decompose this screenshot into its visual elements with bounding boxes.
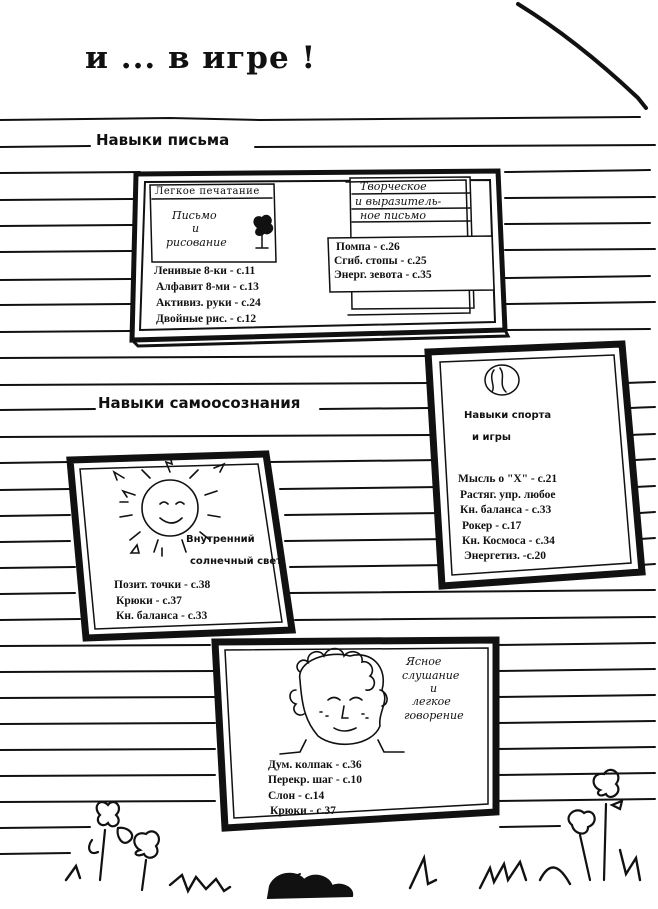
card1-line4: рисование [166, 236, 227, 249]
card2-line2: и выразитель- [355, 195, 442, 208]
speech-item-4: Крюки - с.37 [270, 805, 336, 817]
page-title: и ... в игре ! [85, 40, 317, 76]
card1-line3: и [192, 222, 200, 235]
card2-line3: ное письмо [360, 209, 426, 222]
speech-item-1: Дум. колпак - с.36 [268, 759, 362, 771]
writing-left-item-1: Ленивые 8-ки - с.11 [154, 265, 256, 277]
sport-item-3: Кн. баланса - с.33 [460, 504, 552, 516]
writing-left-item-4: Двойные рис. - с.12 [156, 313, 257, 325]
sport-label-line2: и игры [472, 432, 511, 443]
writing-left-item-3: Активиз. руки - с.24 [156, 297, 261, 309]
sport-label-line1: Навыки спорта [464, 410, 552, 421]
sun-item-2: Крюки - с.37 [116, 595, 182, 607]
speech-label-line2: слушание [402, 669, 460, 682]
sport-item-4: Рокер - с.17 [462, 520, 522, 532]
sun-item-1: Позит. точки - с.38 [114, 579, 211, 591]
card1-line2: Письмо [172, 209, 217, 222]
sport-item-6: Энергетиз. -с.20 [464, 550, 547, 562]
sport-item-2: Растяг. упр. любое [460, 489, 556, 501]
writing-left-item-2: Алфавит 8-ми - с.13 [156, 281, 259, 293]
writing-right-item-3: Энерг. зевота - с.35 [334, 269, 432, 281]
speech-item-2: Перекр. шаг - с.10 [268, 774, 363, 786]
card2-line1: Творческое [360, 180, 427, 193]
speech-label-line5: говорение [404, 709, 464, 722]
sun-label-line2: солнечный свет [190, 556, 282, 567]
sport-item-5: Кн. Космоса - с.34 [462, 535, 555, 547]
section-self-awareness-heading: Навыки самоосознания [98, 394, 301, 412]
sport-item-1: Мысль о "X" - с.21 [458, 473, 558, 485]
sun-item-3: Кн. баланса - с.33 [116, 610, 208, 622]
speech-item-3: Слон - с.14 [268, 790, 325, 802]
section-writing-heading: Навыки письма [96, 131, 230, 149]
speech-label-line3: и [430, 682, 438, 695]
speech-label-line1: Ясное [406, 655, 442, 668]
stones-icon [268, 874, 352, 898]
roof-line [518, 4, 646, 108]
writing-right-item-2: Сгиб. стопы - с.25 [334, 255, 427, 267]
grass-icon [66, 850, 640, 891]
card1-line1: Легкое печатание [155, 186, 260, 197]
sun-label-line1: Внутренний [186, 534, 255, 545]
writing-right-item-1: Помпа - с.26 [336, 241, 400, 253]
speech-label-line4: легкое [412, 695, 451, 708]
